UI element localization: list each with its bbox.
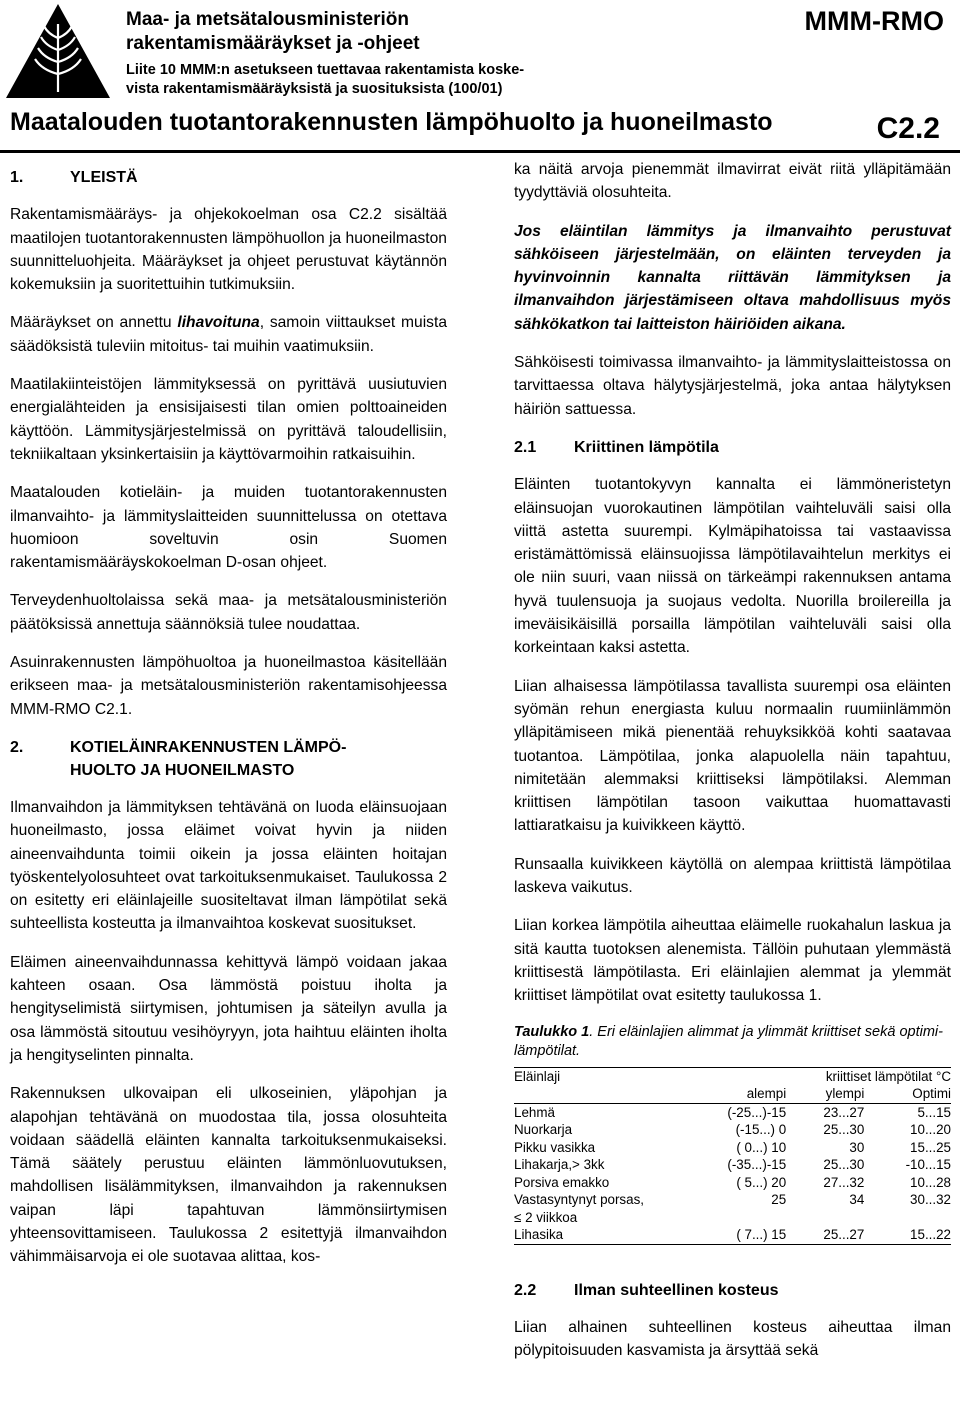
table-row [514,1156,951,1174]
cell-high: 27...32 [823,1174,865,1190]
table-row [514,1209,951,1227]
cell-opt: -10...15 [905,1157,951,1172]
document-code: MMM-RMO [804,6,944,36]
paragraph: Terveydenhuoltolaissa sekä maa- ja metsätalousministeriön päätöksissä annettuja säännöksiä tulee noudattaa. [10,592,447,633]
ministry-name: Maa- ja metsätalousministeriön [126,9,409,30]
cell-animal: ≤ 2 viikkoa [514,1209,578,1225]
table-row [514,1139,951,1157]
caption-label: Taulukko 1 [514,1023,590,1040]
paragraph: Ilmanvaihdon ja lämmityksen tehtävänä on luoda eläinsuojaan huoneilmasto, jossa eläimet voivat hyvin ja niiden aineenvaihdunta toimii oikein ja jossa eläinten hoitajan työskentelyolosuhteet ovat tarkoituksenmukaiset. Taulukossa 2 on esitetty eri eläinlajeille suositeltavat ilman lämpötilat sekä suhteellista kosteutta ja ilmanvaihtoa koskevat suositukset. [10,798,447,933]
cell-low: 25 [771,1192,787,1207]
header-low: alempi [674,1085,786,1103]
cell-animal: Porsiva emakko [514,1174,610,1190]
table-row [514,1191,951,1209]
cell-opt: 10...20 [910,1122,951,1137]
paragraph: Rakentamismääräys- ja ohjekokoelman osa C2.2 sisältää maatilojen tuotantorakennusten lämpöhuollon ja huoneilmaston suunnitteluohjeita. Määräykset ja ohjeet perustuvat käytännön kokemuksiin ja suoritettuihin tutkimuksiin. [10,206,447,294]
cell-animal: Vastasyntynyt porsas, [514,1192,644,1207]
header-spacer [514,1085,674,1103]
cell-high: 25...30 [823,1122,865,1137]
appendix-line-2: vista rakentamismääräyksistä ja suosituksista (100/01) [126,81,503,97]
table-caption [514,1023,951,1061]
header-animal: Eläinlaji [514,1067,674,1085]
section-2-heading [10,736,447,782]
cell-high: 25...30 [823,1157,865,1172]
cell-opt: 10...28 [910,1174,951,1190]
left-column [10,158,447,1284]
section-title: Ilman suhteellinen kosteus [574,1281,779,1299]
section-number: 2. [10,738,24,756]
cell-opt: 30...32 [910,1192,951,1207]
caption-text: . Eri eläinlajien alimmat ja ylimmät kriittiset sekä optimi-lämpötilat. [514,1023,943,1059]
right-column [514,158,951,1377]
table-header-row [514,1067,951,1085]
header-high: ylempi [786,1085,864,1103]
header-opt: Optimi [864,1085,951,1103]
section-title-line: HUOLTO JA HUONEILMASTO [70,761,295,779]
cell-opt: 15...25 [910,1139,951,1155]
table-row [514,1226,951,1244]
cell-low: (-25...)-15 [727,1104,787,1120]
paragraph: Maatilakiinteistöjen lämmityksessä on pyrittävä uusiutuvien energialähteiden ja ensisijaisesti tilan omien polttoaineiden käyttöön. Lämmitysjärjestelmissä on pyrittävä taloudellisiin, tekniikaltaan yksinkertaisiin ja käyttövarmoihin ratkaisuihin. [10,376,447,463]
paragraph: Eläinten tuotantokyvyn kannalta ei lämmöneristetyn eläinsuojan vuorokautinen lämpötilan vaihteluväli saisi olla viittä astetta suurempi. Kylmäpihatoissa tai vastaavissa eristämättömissä eläinsuojissa lämpötilavaihtelun merkitys ei ole niin suuri, vaan niissä on tärkeämpi rakennuksen antama hyvä tuulensuoja ja suojaus vedolta. Nuorilla broilereilla ja imeväisikäisillä porsailla lämpötilan vaihteluväli saisi olla korkeintaan kaksi astetta. [514,476,951,657]
emphasis: lihavoituna [177,314,260,332]
cell-animal: Lihasika [514,1226,674,1244]
ministry-logo [4,2,112,100]
paragraph: Runsaalla kuivikkeen käytöllä on alempaa kriittistä lämpötilaa laskeva vaikutus. [514,855,951,897]
cell-low: ( 7...) 15 [674,1226,786,1244]
paragraph: Maatalouden kotieläin- ja muiden tuotantorakennusten ilmanvaihto- ja lämmityslaitteiden suunnittelussa on otettava huomioon soveltuvin osin Suomen rakentamismääräyskokoelman D-osan ohjeet. [10,484,447,572]
appendix-note [126,61,646,99]
section-title [70,736,346,782]
paragraph: Liian korkea lämpötila aiheuttaa eläimelle ruokahalun laskua ja sitä kautta tuotoksen alenemista. Tällöin puhutaan ylemmästä kriittisestä lämpötilasta. Eri eläinlajien alemmat ja ylemmät kriittiset lämpötilat ovat esitetty taulukossa 1. [514,917,951,1005]
paragraph: Liian alhaisessa lämpötilassa tavallista suurempi osa eläinten syömän rehun energiasta kuluu normaalin ruumiinlämmön ylläpitämiseen mikä pienentää rehuyksikköä kohti saatavaa tuotantoa. Lämpötilaa, jonka alapuolella näin tapahtuu, nimitetään alemmaksi kriittiseksi lämpötilaksi. Alemman kriittisen lämpötilan tasoon vaikuttaa huomattavasti lattiaratkaisu ja kuivikkeen käyttö. [514,677,951,835]
section-number: 1. [10,169,24,186]
cell-animal: Lehmä [514,1104,555,1120]
section-number: 2.2 [514,1281,537,1299]
paragraph: Liian alhainen suhteellinen kosteus aiheuttaa ilman pölypitoisuuden kasvamista ja ärsyttää sekä [514,1318,951,1360]
critical-temperatures-table [514,1067,951,1245]
cell-low: (-35...)-15 [727,1157,787,1172]
header-group: kriittiset lämpötilat °C [674,1067,951,1085]
cell-animal: Nuorkarja [514,1122,573,1137]
section-1-heading [10,166,447,189]
cell-low: ( 0...) 10 [736,1139,787,1155]
cell-high: 34 [849,1192,865,1207]
section-2-1-heading [514,436,951,459]
table-row [514,1174,951,1192]
section-title: YLEISTÄ [70,169,138,186]
paragraph: Eläimen aineenvaihdunnassa kehittyvä lämpö voidaan jakaa kahteen osaan. Osa lämmöstä poistuu iholta ja hengityselimistä siirtymisen, johtumisen ja säteilyn avulla ja osa lämmöstä sitoutuu vesihöyryyn, jota haihtuu eläinten iholta ja hengityselinten pinnalta. [10,953,447,1064]
regulation-paragraph: Jos eläintilan lämmitys ja ilmanvaihto perustuvat sähköiseen järjestelmään, on eläinten terveyden ja hyvinvoinnin kannalta riittävän lämmityksen ja ilmanvaihdon järjestämiseen oltava mahdollisuus myös sähkökatkon tai laitteiston häiriöiden aikana. [514,222,951,333]
paragraph [10,311,447,358]
cell-animal: Pikku vasikka [514,1139,596,1155]
cell-high [786,1209,864,1227]
section-code: C2.2 [876,112,940,145]
section-title-line: KOTIELÄINRAKENNUSTEN LÄMPÖ- [70,738,347,756]
cell-animal: Lihakarja,> 3kk [514,1157,605,1172]
text: , samoin viittaukset muista säädöksistä tuleviin mitoitus- tai muihin vaatimuksiin. [10,314,447,355]
paragraph: Asuinrakennusten lämpöhuoltoa ja huoneilmastoa käsitellään erikseen maa- ja metsätalousministeriön rakentamisohjeessa MMM-RMO C2.1. [10,654,447,718]
section-number: 2.1 [514,438,537,456]
cell-opt: 5...15 [917,1104,951,1120]
cell-low [674,1209,786,1227]
table-row [514,1121,951,1139]
cell-opt: 15...22 [864,1226,951,1244]
appendix-line-1: Liite 10 MMM:n asetukseen tuettavaa rakentamista koske- [126,62,525,78]
cell-high: 23...27 [823,1104,865,1120]
table-body [514,1103,951,1244]
table-row [514,1103,951,1121]
cell-low: ( 5...) 20 [736,1174,787,1190]
table-subheader-row [514,1085,951,1103]
header-rule [0,150,960,153]
section-2-2-heading [514,1279,951,1302]
cell-opt [864,1209,951,1227]
cell-high: 30 [849,1139,865,1155]
document-title: Maatalouden tuotantorakennusten lämpöhuolto ja huoneilmasto [10,108,773,136]
paragraph: ka näitä arvoja pienemmät ilmavirrat eivät riitä ylläpitämään tyydyttäviä olosuhteita. [514,161,951,202]
cell-low: (-15...) 0 [735,1122,787,1137]
cell-high: 25...27 [786,1226,864,1244]
text: Määräykset on annettu [10,314,178,332]
section-title: Kriittinen lämpötila [574,438,719,456]
paragraph: Sähköisesti toimivassa ilmanvaihto- ja lämmityslaitteistossa on tarvittaessa oltava hälytysjärjestelmä, joka antaa hälytyksen häiriön sattuessa. [514,354,951,418]
regulations-title: rakentamismääräykset ja -ohjeet [126,33,420,54]
paragraph: Rakennuksen ulkovaipan eli ulkoseinien, yläpohjan ja alapohjan tehtävänä on muodostaa tila, jossa olosuhteita voidaan säädellä eläinten kannalta tarkoituksenmukaiseksi. Tämä säätely perustuu eläinten lämmönluovutuksen, mahdollisen lisälämmityksen, ilmanvaihdon ja rakennuksen vaipan läpi tapahtuvan lämmönsiirtymisen yhteensovittamiseen. Taulukossa 2 esitettyjä ilmanvaihdon vähimmäisarvoja ei ole suotavaa alittaa, kos- [10,1085,447,1266]
